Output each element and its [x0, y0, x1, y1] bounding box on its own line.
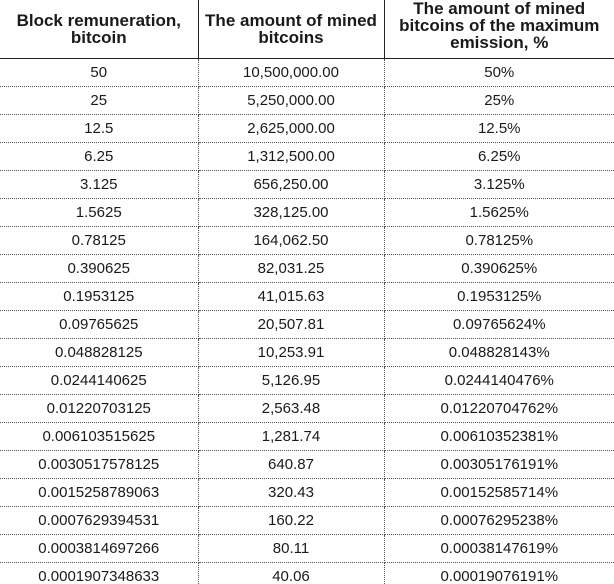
header-percent-line-1: The amount of mined [413, 0, 586, 18]
cell-mined-bitcoins: 1,312,500.00 [198, 143, 384, 171]
cell-block-remuneration: 0.78125 [0, 227, 198, 255]
cell-percent-of-max-emission: 0.00038147619% [384, 535, 614, 563]
cell-mined-bitcoins: 80.11 [198, 535, 384, 563]
cell-block-remuneration: 0.01220703125 [0, 395, 198, 423]
table-row [0, 199, 614, 227]
cell-percent-of-max-emission: 0.00019076191% [440, 568, 559, 584]
cell-mined-bitcoins: 640.87 [198, 451, 384, 479]
cell-percent-of-max-emission: 12.5% [384, 115, 614, 143]
table-row [0, 283, 614, 311]
cell-mined-bitcoins: 1,281.74 [198, 423, 384, 451]
table-row [0, 339, 614, 367]
cell-percent-of-max-emission: 25% [384, 87, 614, 115]
cell-percent-of-max-emission: 0.78125% [384, 227, 614, 255]
cell-mined-bitcoins: 10,253.91 [198, 339, 384, 367]
table-row [0, 59, 614, 87]
cell-block-remuneration: 0.1953125 [0, 283, 198, 311]
cell-percent-of-max-emission: 0.1953125% [384, 283, 614, 311]
cell-percent-of-max-emission: 0.048828143% [384, 339, 614, 367]
table-row [0, 227, 614, 255]
cell-block-remuneration: 0.006103515625 [0, 423, 198, 451]
cell-percent-of-max-emission: 0.390625% [384, 255, 614, 283]
cell-mined-bitcoins: 40.06 [198, 563, 384, 584]
cell-mined-bitcoins: 160.22 [198, 507, 384, 535]
cell-mined-bitcoins: 5,250,000.00 [198, 87, 384, 115]
cell-percent-of-max-emission: 6.25% [384, 143, 614, 171]
cell-percent-of-max-emission: 0.00152585714% [384, 479, 614, 507]
cell-block-remuneration: 12.5 [0, 115, 198, 143]
cell-block-remuneration: 50 [0, 59, 198, 87]
cell-block-remuneration: 0.0030517578125 [0, 451, 198, 479]
header-row [0, 0, 614, 59]
table-row [0, 507, 614, 535]
cell-mined-bitcoins: 5,126.95 [198, 367, 384, 395]
cell-mined-bitcoins: 656,250.00 [198, 171, 384, 199]
cell-percent-of-max-emission: 50% [384, 59, 614, 87]
table-row [0, 451, 614, 479]
cell-mined-bitcoins: 328,125.00 [198, 199, 384, 227]
table-row [0, 423, 614, 451]
cell-mined-bitcoins: 10,500,000.00 [198, 59, 384, 87]
cell-mined-bitcoins: 2,625,000.00 [198, 115, 384, 143]
cell-block-remuneration: 0.09765625 [0, 311, 198, 339]
cell-mined-bitcoins: 82,031.25 [198, 255, 384, 283]
table-row [0, 563, 614, 584]
cell-percent-of-max-emission: 0.00305176191% [384, 451, 614, 479]
cell-block-remuneration: 1.5625 [0, 199, 198, 227]
cell-block-remuneration: 0.0003814697266 [0, 535, 198, 563]
cell-percent-of-max-emission: 0.00610352381% [384, 423, 614, 451]
header-percent-line-3: emission, % [450, 33, 549, 52]
cell-percent-of-max-emission: 1.5625% [384, 199, 614, 227]
table-row [0, 255, 614, 283]
cell-mined-bitcoins: 320.43 [198, 479, 384, 507]
cell-mined-bitcoins: 2,563.48 [198, 395, 384, 423]
table-body [0, 59, 614, 584]
cell-mined-bitcoins: 164,062.50 [198, 227, 384, 255]
cell-block-remuneration: 3.125 [0, 171, 198, 199]
table-row [0, 311, 614, 339]
cell-block-remuneration: 0.0015258789063 [0, 479, 198, 507]
header-percent-line-2: bitcoins of the maximum [399, 16, 600, 35]
cell-percent-of-max-emission: 0.09765624% [384, 311, 614, 339]
header-percent-of-max-emission [384, 0, 614, 59]
table-row [0, 367, 614, 395]
cell-block-remuneration: 0.0001907348633 [0, 563, 198, 584]
cell-mined-bitcoins: 41,015.63 [198, 283, 384, 311]
cell-mined-bitcoins: 20,507.81 [198, 311, 384, 339]
cell-percent-of-max-emission: 0.0244140476% [384, 367, 614, 395]
cell-percent-of-max-emission: 0.01220704762% [384, 395, 614, 423]
table-row [0, 535, 614, 563]
table-row [0, 171, 614, 199]
cell-block-remuneration: 0.390625 [0, 255, 198, 283]
header-block-remuneration: Block remuneration, bitcoin [0, 0, 198, 59]
cell-block-remuneration: 0.048828125 [0, 339, 198, 367]
table-row [0, 87, 614, 115]
cell-block-remuneration: 0.0244140625 [0, 367, 198, 395]
table-row [0, 115, 614, 143]
cell-block-remuneration: 25 [0, 87, 198, 115]
cell-percent-of-max-emission: 3.125% [384, 171, 614, 199]
table-row [0, 395, 614, 423]
cell-percent-of-max-emission: 0.00076295238% [384, 507, 614, 535]
cell-block-remuneration: 0.0007629394531 [0, 507, 198, 535]
table-row [0, 479, 614, 507]
cell-block-remuneration: 6.25 [0, 143, 198, 171]
table-row [0, 143, 614, 171]
header-mined-bitcoins: The amount of mined bitcoins [198, 0, 384, 59]
